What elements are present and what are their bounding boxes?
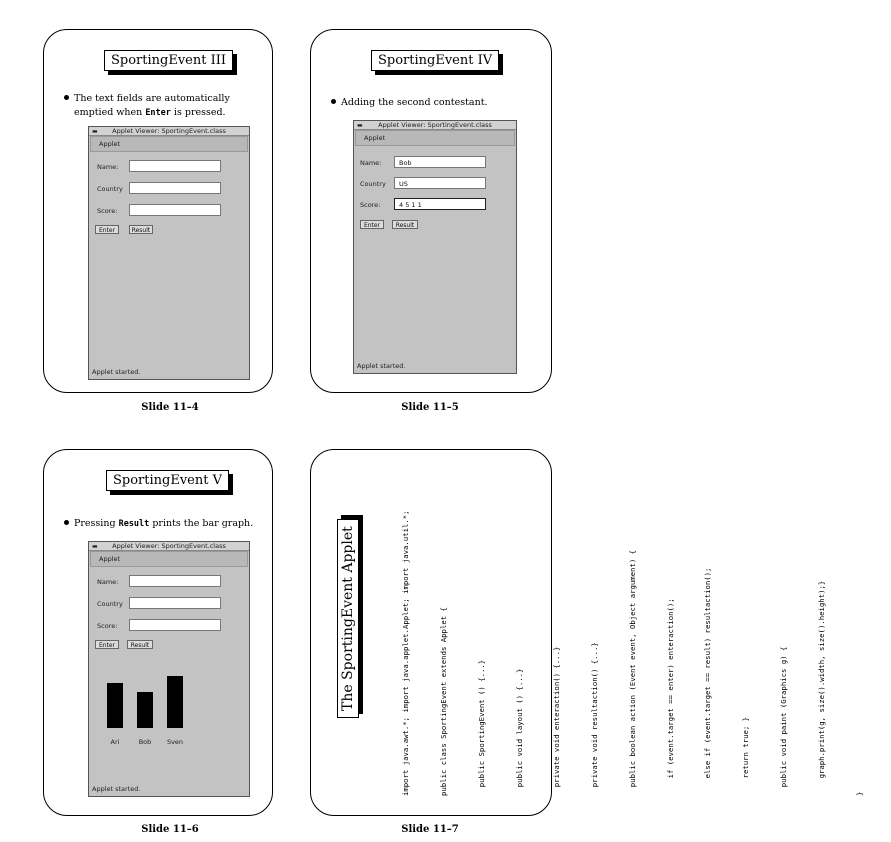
country-field[interactable]: US [394,177,486,189]
slide-caption: Slide 11–7 [401,824,459,835]
applet-window-title: Applet Viewer: SportingEvent.class [378,121,492,129]
code-line: import java.awt.*; import java.applet.Applet; import java.util.*; [401,510,411,796]
applet-window [88,541,250,797]
window-menu-icon[interactable]: ▬ [92,543,98,550]
bar-graph [89,542,249,796]
slide-11-7 [310,449,864,816]
slide-11-6 [43,449,273,816]
bar-bob [137,692,153,728]
bar-sven [167,676,183,728]
bar-ari [107,683,123,728]
score-label: Score: [97,622,118,630]
slide-caption: Slide 11–4 [141,402,199,413]
name-label: Name: [97,163,119,171]
window-menu-icon[interactable]: ▬ [357,122,363,129]
bullet-text: The text fields are automatically [74,93,230,104]
slide-title: SportingEvent V [106,470,229,491]
code-line: } [854,791,864,796]
enter-button[interactable]: Enter [95,640,119,649]
applet-window [353,120,517,374]
result-button[interactable]: Result [129,225,153,234]
result-button[interactable]: Result [127,640,153,649]
score-field[interactable]: 4 5 1 1 [394,198,486,210]
enter-button[interactable]: Enter [95,225,119,234]
slide-title: SportingEvent III [104,50,233,71]
bullet-text: Pressing [74,518,119,529]
name-field[interactable] [129,160,221,172]
country-label: Country [97,600,123,608]
country-label: Country [360,180,386,188]
bullet-text: Adding the second contestant. [341,97,488,108]
bullet-code: Enter [145,108,171,118]
bullet-code: Result [118,519,150,529]
bar-label: Sven [166,738,184,746]
country-field[interactable] [129,182,221,194]
slide-caption: Slide 11–5 [401,402,459,413]
code-line: public void paint (Graphics g) { [779,646,788,796]
slide-caption: Slide 11–6 [141,824,199,835]
code-listing [375,510,891,796]
applet-window-title: Applet Viewer: SportingEvent.class [112,127,226,135]
name-label: Name: [360,159,382,167]
code-line: public class SportingEvent extends Applet { [438,607,448,796]
bar-label: Bob [138,738,152,746]
applet-titlebar[interactable] [89,127,249,136]
bullet-dot [64,95,69,100]
code-line: public boolean action (Event event, Object argument) { [627,549,637,796]
applet-menu[interactable]: Applet [355,130,515,146]
applet-window [88,126,250,380]
bullet-dot [331,99,336,104]
code-line: graph.print(g, size().width, size().height);} [816,580,826,796]
slide-bullet [64,92,264,120]
name-label: Name: [97,578,119,586]
rotated-content [317,462,864,802]
slide-title: SportingEvent IV [371,50,499,71]
applet-status: Applet started. [92,785,141,793]
window-menu-icon[interactable]: ▬ [92,128,98,135]
code-line: public SportingEvent () {...} [476,659,486,796]
code-line: return true; } [741,716,751,796]
country-label: Country [97,185,123,193]
name-field[interactable]: Bob [394,156,486,168]
applet-window-title: Applet Viewer: SportingEvent.class [112,542,226,550]
bullet-text: is pressed. [170,107,226,118]
bar-label: Ari [110,738,120,746]
slide-11-5 [310,29,552,393]
code-line: else if (event.target == result) resultaction(); [703,567,713,796]
score-label: Score: [360,201,381,209]
applet-menu[interactable]: Applet [90,136,248,152]
code-line: private void enteraction() {...} [552,646,562,796]
slide-11-4 [43,29,273,393]
slide-title: The SportingEvent Applet [337,519,359,718]
score-label: Score: [97,207,118,215]
code-line: private void resultaction() {...} [590,642,600,796]
result-button[interactable]: Result [392,220,418,229]
slide-bullet [64,517,269,531]
code-line: public void layout () {...} [514,668,524,796]
applet-titlebar[interactable] [354,121,516,130]
code-line: if (event.target == enter) enteraction(); [665,598,675,796]
bullet-dot [64,520,69,525]
enter-button[interactable]: Enter [360,220,384,229]
applet-menu[interactable]: Applet [90,551,248,567]
applet-status: Applet started. [357,362,406,370]
score-field[interactable] [129,204,221,216]
bullet-text: emptied when [74,107,146,118]
slide-bullet [331,96,541,110]
applet-status: Applet started. [92,368,141,376]
bullet-text: prints the bar graph. [149,518,254,529]
